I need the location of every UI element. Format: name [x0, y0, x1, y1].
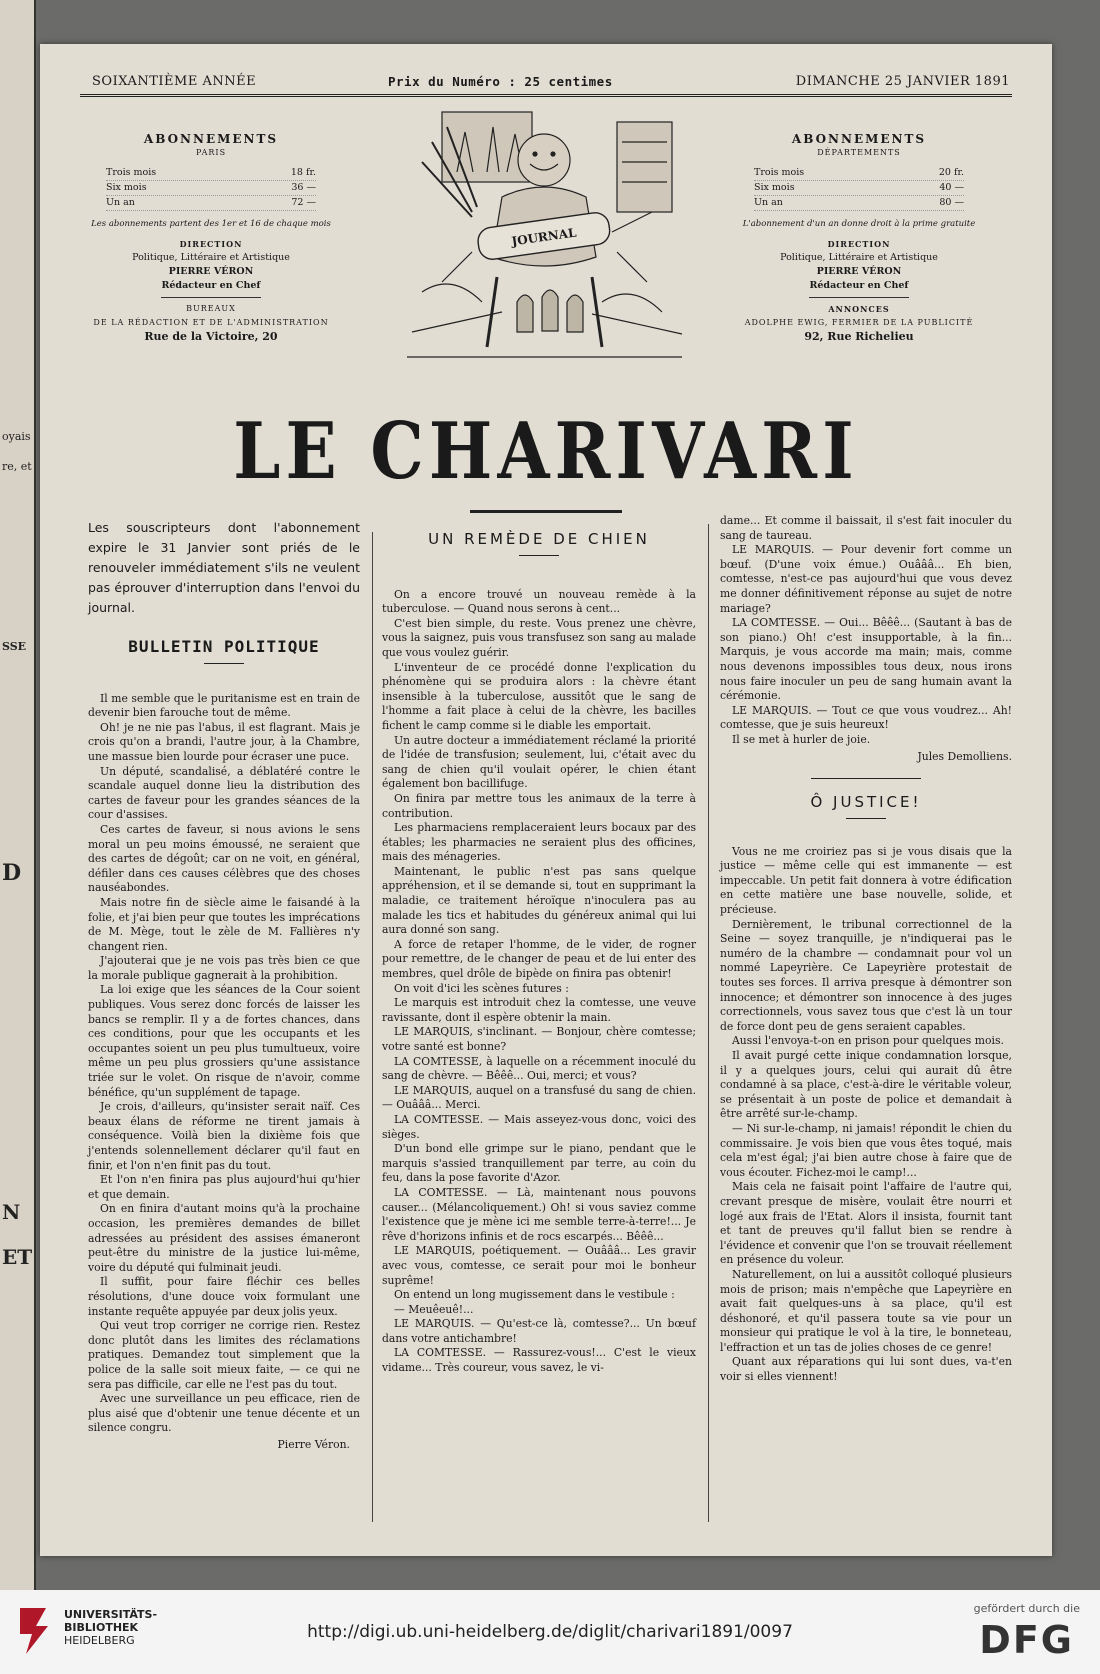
title-rule — [204, 663, 244, 664]
paragraph: LE MARQUIS, s'inclinant. — Bonjour, chère comtesse; votre santé est bonne? — [382, 1025, 696, 1053]
paragraph: LE MARQUIS. — Qu'est-ce là, comtesse?... Un bœuf dans votre antichambre! — [382, 1317, 696, 1345]
paragraph: Et l'on n'en finira pas plus aujourd'hui qu'hier et que demain. — [88, 1173, 360, 1201]
ads-title: ANNONCES — [828, 304, 890, 314]
paragraph: LA COMTESSE. — Oui... Bêêê... (Sautant à bas de son piano.) Oh! c'est insupportable, à la fin... Marquis, je vous accorde ma main; mais, comme nous devenons impossibles tous deux, nous irons nous faire inoculer un peu de sang humain avant la cérémonie. — [720, 616, 1012, 703]
adjacent-page-edge: oyais re, et SSE D N ET — [0, 0, 36, 1590]
paragraph: Aussi l'envoya-t-on en prison pour quelques mois. — [732, 1034, 1004, 1048]
paragraph: — Meuêeuê!... — [394, 1302, 474, 1316]
paragraph: LE MARQUIS. — Tout ce que vous voudrez... Ah! comtesse, que je suis heureux! — [720, 703, 1012, 732]
column-2 — [382, 524, 696, 1376]
justice-title: Ô JUSTICE! — [810, 793, 922, 812]
subscriptions-title: ABONNEMENTS — [791, 132, 927, 146]
rate-row: Six mois 36 — — [106, 181, 316, 196]
dfg-logo: DFG — [979, 1618, 1074, 1662]
direction-title: DIRECTION — [179, 239, 243, 249]
subscriptions-subtitle: PARIS — [195, 148, 227, 157]
paragraph: Il suffit, pour faire fléchir ces belles résolutions, d'une douce voix formulant une instante requête appuyée par deux jolis yeux. — [88, 1275, 360, 1318]
paragraph: Quant aux réparations qui lui sont dues, va-t'en voir si elles viennent! — [720, 1355, 1012, 1384]
subscriptions-paris — [80, 132, 342, 344]
paragraph: Vous ne me croiriez pas si je vous disais que la justice — même celle qui est immanente — est impeccable. Un petit fait donnera à votre édification en cette matière une base nouvelle, solide, et précieuse. — [720, 844, 1012, 917]
paragraph: Je crois, d'ailleurs, qu'insister serait naïf. Ces beaux élans de réforme ne tirent jamais à conséquence. Voilà bien la dixième fois que j'entends solennellement déclarer qu'il faut en finir, et l'on n'en finit pas du tout. — [88, 1100, 360, 1172]
newspaper-page — [40, 44, 1052, 1556]
paragraph: Maintenant, le public n'est pas sans quelque appréhension, et il se demande si, tout en supprimant la maladie, ce traitement héroïque n'inoculera pas au malade les tics et habitudes du généreux animal qui lui aura donné son sang. — [382, 864, 696, 937]
illustration-banner-text: JOURNAL — [510, 225, 578, 249]
remede-article — [382, 588, 696, 1376]
digitization-footer — [0, 1590, 1100, 1674]
paragraph: LA COMTESSE. — Rassurez-vous!... C'est le vieux vidame... Très coureur, vous savez, le vi- — [382, 1346, 696, 1375]
bulletin-article — [88, 692, 360, 1436]
paragraph: LE MARQUIS. — Pour devenir fort comme un bœuf. (D'une voix émue.) Ouâââ... Eh bien, comtesse, n'est-ce pas aujourd'hui que vous devez me donner définitivement réponse au sujet de notre mariage? — [720, 543, 1012, 615]
paragraph: On en finira d'autant moins qu'à la prochaine occasion, les premières demandes de billet adressées au président des assises émaneront peut-être du ministre de la justice lui-même, voire du député qui fulminait jeudi. — [88, 1202, 360, 1274]
paragraph: On finira par mettre tous les animaux de la terre à contribution. — [382, 791, 696, 820]
paragraph: Naturellement, on lui a aussitôt colloqué plusieurs mois de prison; mais n'empêche que Lapeyrière en avait fait quelques-uns à sa place, qu'il est déshonoré, et qu'il passera toute sa vie pour un monsieur qui pratique le vol à la tire, le bonneteau, l'effraction et un tas de jolies choses de ce genre! — [720, 1267, 1012, 1354]
issue-date: DIMANCHE 25 JANVIER 1891 — [795, 74, 1010, 89]
paragraph: LE MARQUIS, auquel on a transfusé du sang de chien. — Ouâââ... Merci. — [382, 1083, 696, 1112]
paragraph: C'est bien simple, du reste. Vous prenez une chèvre, vous la saignez, puis vous transfusez son sang au malade que vous voulez guérir. — [382, 616, 696, 659]
subscriptions-note: L'abonnement d'un an donne droit à la prime gratuite — [742, 219, 976, 229]
ads-line: ADOLPHE EWIG, FERMIER DE LA PUBLICITÉ — [744, 318, 974, 327]
director-role: Rédacteur en Chef — [809, 280, 909, 291]
column-1 — [88, 518, 360, 1452]
column-3 — [720, 514, 1012, 1385]
column-divider — [372, 532, 373, 1522]
offices-line: DE LA RÉDACTION ET DE L'ADMINISTRATION — [93, 318, 329, 327]
paragraph: A force de retaper l'homme, de le vider, de rogner pour remettre, de le changer de peau et de lui enter des membres, quel drôle de bipède on finira pas obtenir! — [382, 937, 696, 981]
paragraph: Il avait purgé cette inique condamnation lorsque, il y a quelques jours, celui qui aurait dû être condamné à sa place, c'est-à-dire le véritable voleur, se présentait à un poste de police et demandait à être arrêté sur-le-champ. — [720, 1049, 1012, 1121]
direction-line: Politique, Littéraire et Artistique — [780, 252, 938, 263]
rate-row: Un an 80 — — [754, 196, 964, 211]
issue-price: Prix du Numéro : 25 centimes — [388, 74, 613, 89]
paragraph: Les pharmaciens remplaceraient leurs bocaux par des étables; les pharmacies ne seraient plus des officines, mais des ménageries. — [382, 821, 696, 864]
remede-article-continued — [720, 514, 1012, 748]
paragraph: LA COMTESSE. — Là, maintenant nous pouvons causer... (Mélancoliquement.) Oh! si vous saviez comme l'existence que je mène ici me semble terre-à-terre!... Je rêve d'horizons infinis et de rocs escarpés... Bêêê... — [382, 1185, 696, 1243]
paragraph: dame... Et comme il baissait, il s'est fait inoculer du sang de taureau. — [720, 514, 1012, 542]
bulletin-signature: Pierre Véron. — [277, 1437, 350, 1451]
paragraph: LA COMTESSE. — Mais asseyez-vous donc, voici des sièges. — [382, 1112, 696, 1141]
paragraph: D'un bond elle grimpe sur le piano, pendant que le marquis s'assied tranquillement par terre, au coin du feu, dans la pose favorite d'Azor. — [382, 1142, 696, 1185]
masthead-illustration — [402, 102, 686, 364]
title-rule — [519, 555, 559, 556]
bulletin-title: BULLETIN POLITIQUE — [128, 637, 320, 656]
rate-row: Trois mois 18 fr. — [106, 166, 316, 181]
paragraph: Un autre docteur a immédiatement réclamé la priorité de l'idée de transfusion; seulement, lui, c'était avec du sang de chien qu'il voulait opérer, le chien étant également bon bacillifuge. — [382, 733, 696, 791]
edition-year: SOIXANTIÈME ANNÉE — [92, 74, 257, 89]
article-separator — [811, 778, 921, 779]
paragraph: La loi exige que les séances de la Cour soient publiques. Vous serez donc forcés de laisser les bancs se remplir. Il y a de fortes chances, dans ces conditions, pour que les occupants et les occupantes soient un peu plus tumultueux, voire même un peu plus grossiers qu'une assistance triée sur le volet. On risque de n'avoir, comme bénéfice, qu'un supplément de tapage. — [88, 983, 360, 1099]
paragraph: On entend un long mugissement dans le vestibule : — [394, 1288, 675, 1302]
paragraph: Un député, scandalisé, a déblatéré contre le scandale auquel donne lieu la distribution des cartes de faveur pour les grandes séances de la cour d'assises. — [88, 764, 360, 822]
paragraph: Dernièrement, le tribunal correctionnel de la Seine — soyez tranquille, je n'indiquerai pas le numéro de la chambre — condamnait pour vol un nommé Lapeyrière. Ce Lapeyrière protestait de toutes ses forces. Il arriva presque à démontrer son innocence; et démontrer son innocence à des juges correctionnels, vous savez tous que c'est là un tour de force dont peu de gens seraient capables. — [720, 917, 1012, 1033]
director-name: PIERRE VÉRON — [816, 266, 902, 277]
masthead-title: LE CHARIVARI — [233, 406, 859, 497]
library-name-line: BIBLIOTHEK — [64, 1621, 139, 1634]
paragraph: Mais notre fin de siècle aime le faisandé à la folie, et j'ai bien peur que toutes les imprécations de M. Mège, tout le zèle de M. Fallières n'y changent rien. — [88, 895, 360, 953]
rate-row: Six mois 40 — — [754, 181, 964, 196]
paragraph: — Ni sur-le-champ, ni jamais! répondit le chien du commissaire. Je vois bien que vous êtes toqué, mais cela m'est égal; j'ai bien autre chose à faire que de vous écouter. Fichez-moi le camp!... — [720, 1121, 1012, 1179]
subscriptions-departments — [724, 132, 994, 344]
subscriptions-subtitle: DÉPARTEMENTS — [817, 148, 901, 157]
office-address: Rue de la Victoire, 20 — [144, 330, 278, 343]
subscriptions-note: Les abonnements partent des 1er et 16 de chaque mois — [91, 219, 331, 229]
source-url-link[interactable]: http://digi.ub.uni-heidelberg.de/diglit/charivari1891/0097 — [307, 1622, 793, 1642]
paragraph: LE MARQUIS, poétiquement. — Ouâââ... Les gravir avec vous, comtesse, ce serait pour moi le bonheur suprême! — [382, 1244, 696, 1287]
subscriptions-title: ABONNEMENTS — [143, 132, 279, 146]
paragraph: On voit d'ici les scènes futures : — [394, 981, 569, 995]
director-role: Rédacteur en Chef — [161, 280, 261, 291]
paragraph: Mais cela ne faisait point l'affaire de l'autre qui, crevant presque de misère, voulait être nourri et logé aux frais de l'Etat. Alors il insista, fournit tant et tant de preuves qu'il fallut bien se rendre à l'évidence et convenir que l'on se trouvait réellement en présence du voleur. — [720, 1180, 1012, 1267]
library-name-line: UNIVERSITÄTS- — [64, 1608, 158, 1621]
paragraph: J'ajouterai que je ne vois pas très bien ce que la morale publique gagnerait à la prohibition. — [88, 954, 360, 982]
title-rule — [846, 818, 886, 819]
header-rule — [80, 94, 1012, 97]
rates-list — [754, 166, 964, 211]
paragraph: Oh! je ne nie pas l'abus, il est flagrant. Mais je crois qu'on a brandi, l'autre jour, à la Chambre, une massue bien lourde pour écraser une puce. — [88, 720, 360, 763]
paragraph: Le marquis est introduit chez la comtesse, une veuve ravissante, dont il espère obtenir la main. — [382, 996, 696, 1024]
paragraph: Il me semble que le puritanisme est en train de devenir bien farouche tout de même. — [88, 691, 360, 720]
remede-signature: Jules Demolliens. — [917, 749, 1012, 763]
rates-list — [106, 166, 316, 211]
remede-title: UN REMÈDE DE CHIEN — [428, 530, 650, 548]
paragraph: Avec une surveillance un peu efficace, rien de plus aisé que d'obtenir une tenue décente et un silence congru. — [88, 1392, 360, 1435]
library-name-line: HEIDELBERG — [64, 1634, 135, 1647]
paragraph: Il se met à hurler de joie. — [732, 732, 871, 746]
column-divider — [708, 524, 709, 1522]
paragraph: On a encore trouvé un nouveau remède à la tuberculose. — Quand nous serons à cent... — [382, 587, 696, 616]
paragraph: Qui veut trop corriger ne corrige rien. Restez donc plutôt dans les limites des réclamations pratiques. Demandez tout simplement que la police de la salle soit mieux faite, — ce qui ne sera pas difficile, car elle ne l'est pas du tout. — [88, 1319, 360, 1391]
masthead-rule — [470, 510, 622, 513]
ads-address: 92, Rue Richelieu — [804, 330, 914, 343]
paragraph: L'inventeur de ce procédé donne l'explication du phénomène qui se produira alors : la chèvre étant insensible à la tuberculose, aussitôt que le sang de l'homme a fait place à celui de la chèvre, les bacilles fichent le camp comme si le diable les emportait. — [382, 660, 696, 732]
renewal-notice: Les souscripteurs dont l'abonnement expire le 31 Janvier sont priés de le renouveler immédiatement s'ils ne veulent pas éprouver d'interruption dans l'envoi du journal. — [88, 520, 360, 615]
justice-article — [720, 845, 1012, 1385]
director-name: PIERRE VÉRON — [168, 266, 254, 277]
paragraph: Ces cartes de faveur, si nous avions le sens moral un peu moins émoussé, ne seraient que des cartes de dégoût; car on ne voit, en général, défiler dans ces causes célèbres que des choses nauséabondes. — [88, 822, 360, 895]
offices-title: BUREAUX — [186, 304, 236, 313]
direction-title: DIRECTION — [827, 239, 891, 249]
funded-by-label: gefördert durch die — [973, 1602, 1080, 1615]
caricature-engraving — [402, 102, 686, 364]
rate-row: Un an 72 — — [106, 196, 316, 211]
rate-row: Trois mois 20 fr. — [754, 166, 964, 181]
direction-line: Politique, Littéraire et Artistique — [132, 252, 290, 263]
paragraph: LA COMTESSE, à laquelle on a récemment inoculé du sang de chèvre. — Bêêê... Oui, merci; et vous? — [382, 1054, 696, 1083]
